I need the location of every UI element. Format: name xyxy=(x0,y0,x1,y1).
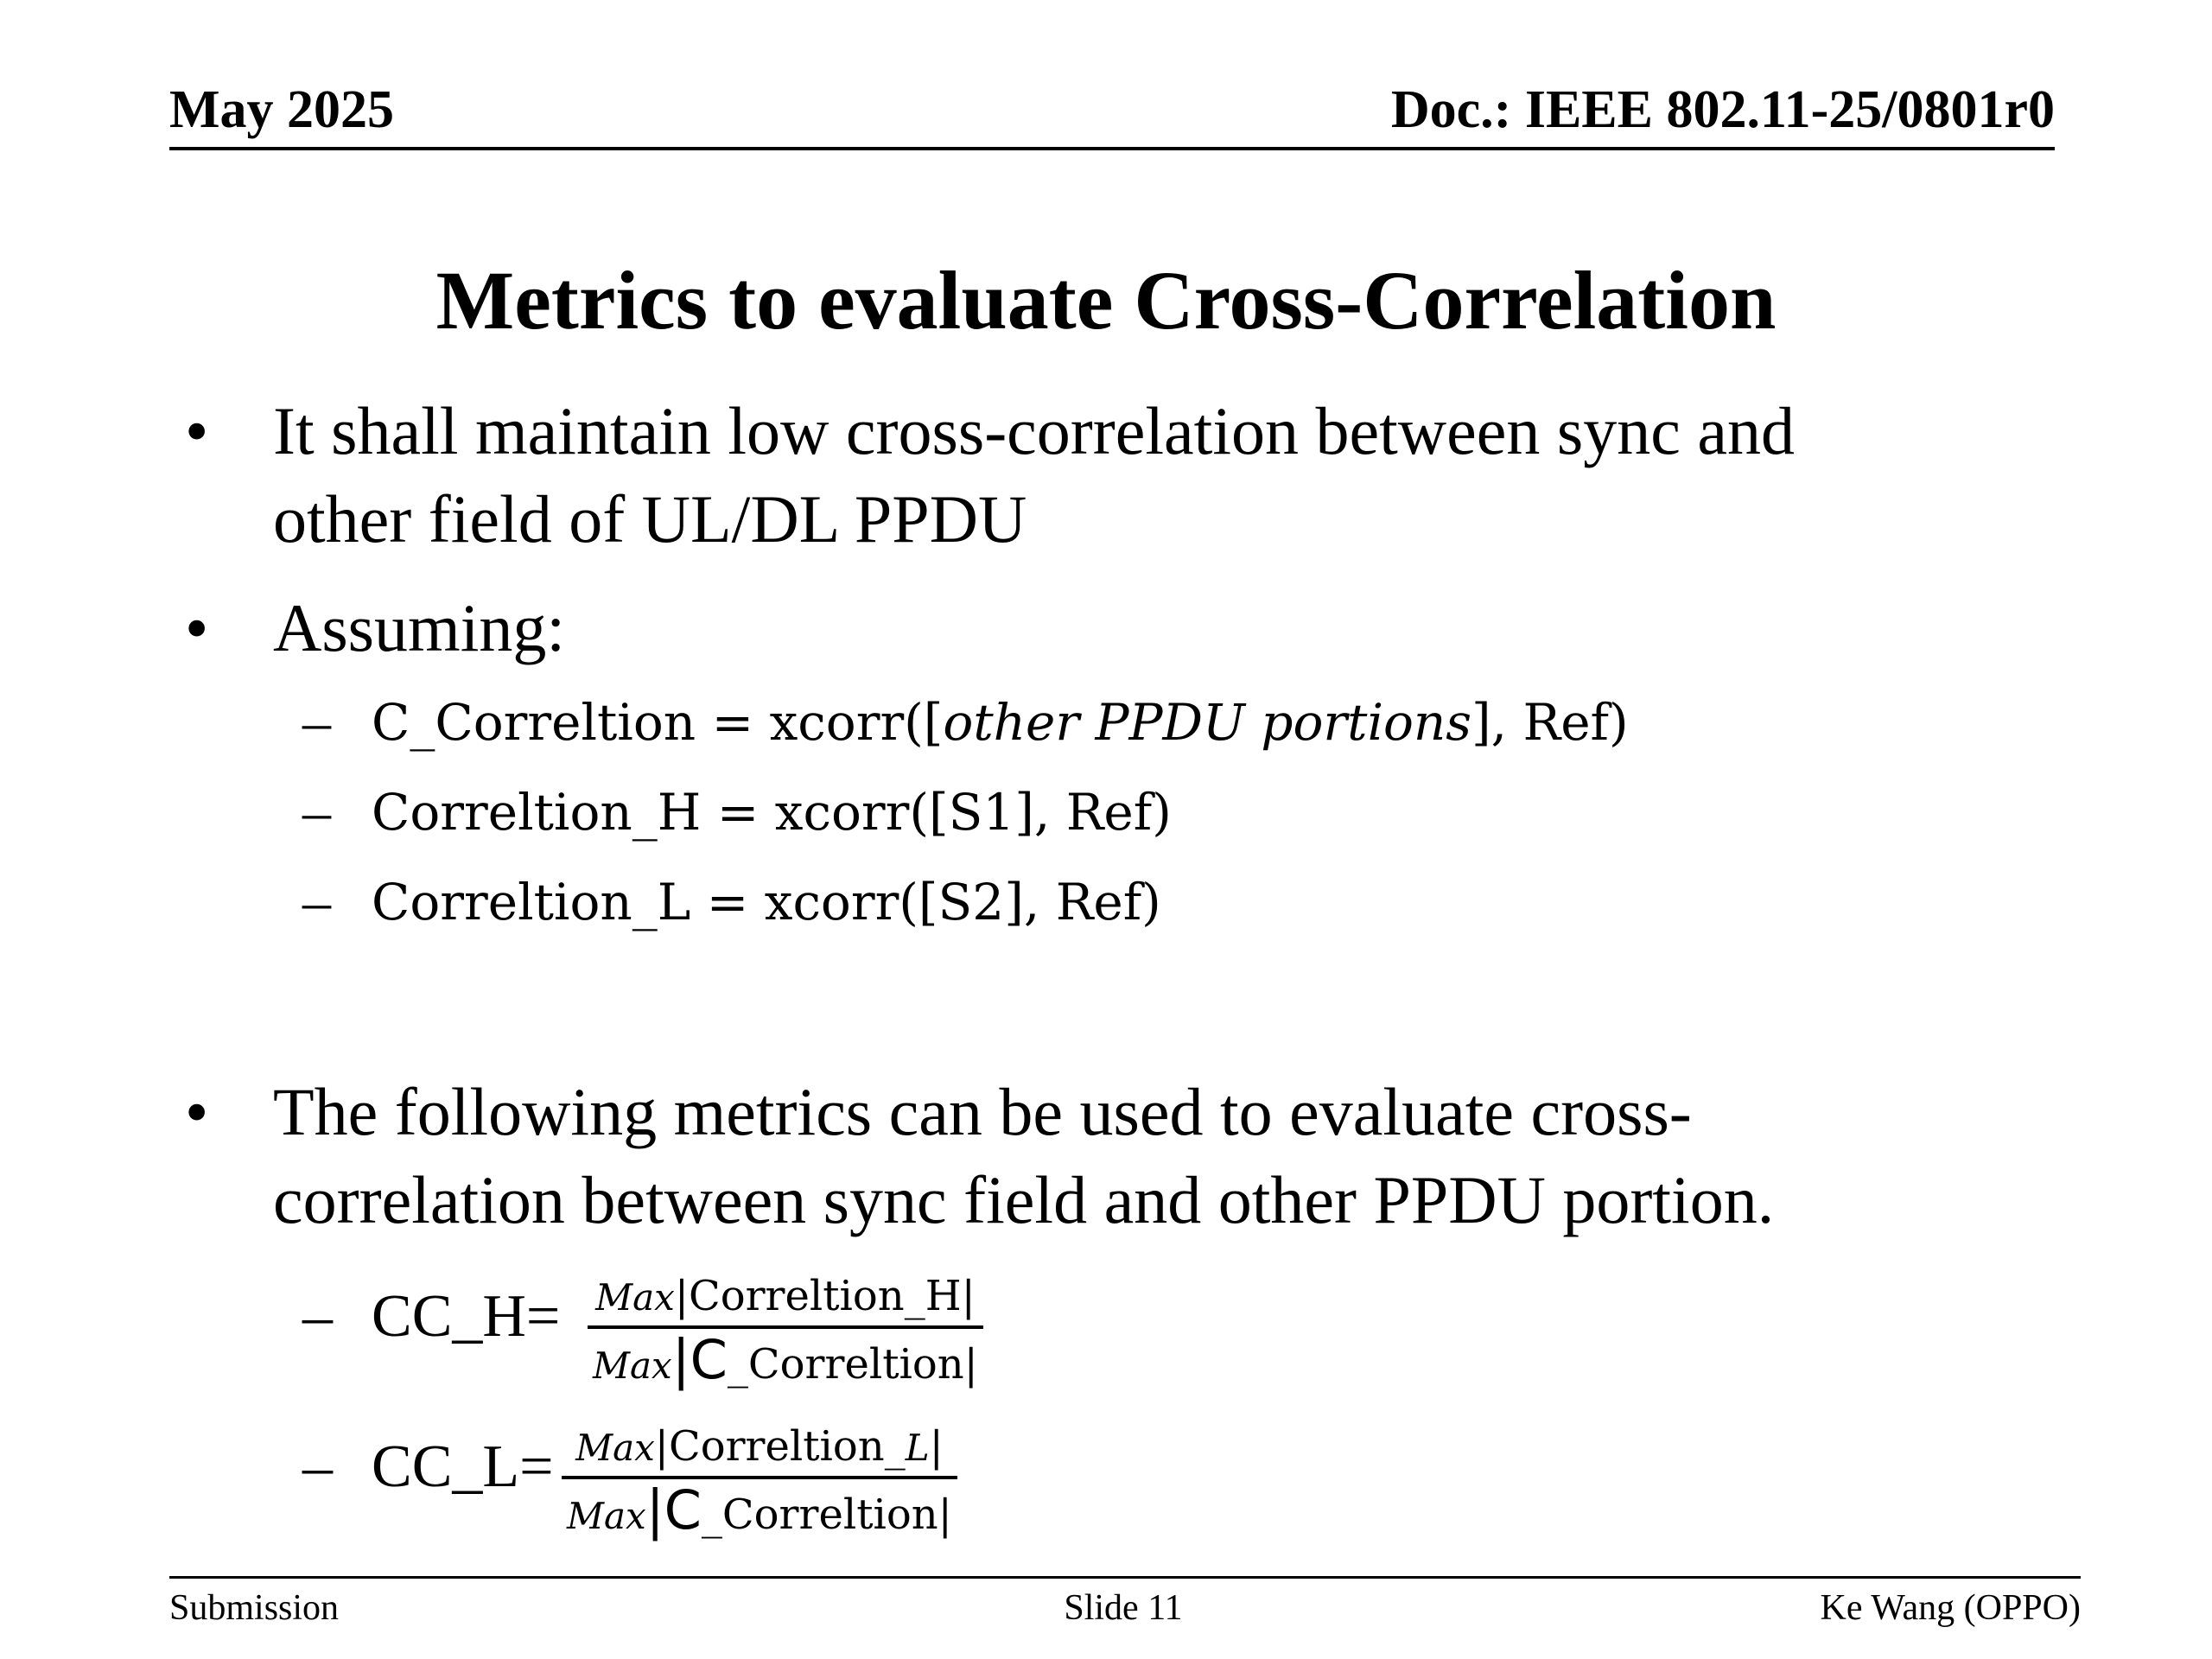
fraction-denominator xyxy=(562,1479,957,1548)
bullet-1-line-2: other field of UL/DL PPDU xyxy=(273,481,1027,556)
bullet-2-line-1: Assuming: xyxy=(273,590,566,665)
metric-cc-h-fraction xyxy=(588,1268,983,1397)
denominator-big-c: |C xyxy=(645,1478,702,1541)
slide-title: Metrics to evaluate Cross-Correlation xyxy=(435,254,1777,346)
sub-dash: – xyxy=(302,870,331,933)
sub-dash: – xyxy=(302,1433,333,1500)
numerator-italic-l: L xyxy=(905,1427,930,1469)
footer-slide-number: Slide 11 xyxy=(1064,1588,1183,1628)
max-operator: Max xyxy=(575,1427,655,1469)
footer-submission: Submission xyxy=(169,1588,340,1628)
assumption-2-formula: Correltion_H = xcorr([S1], Ref) xyxy=(372,783,1172,842)
footer-author: Ke Wang (OPPO) xyxy=(1820,1588,2081,1628)
bullet-3-line-1: The following metrics can be used to evaluate cross- xyxy=(273,1074,1692,1149)
numerator-text: |Correltion_ xyxy=(654,1422,906,1471)
assumption-3-formula: Correltion_L = xcorr([S2], Ref) xyxy=(372,873,1161,931)
formula-italic: other PPDU portions xyxy=(943,693,1472,752)
sub-dash: – xyxy=(302,780,331,843)
max-operator: Max xyxy=(567,1495,646,1537)
bullet-symbol: • xyxy=(185,1074,209,1149)
metric-cc-l-label: CC_L= xyxy=(372,1433,554,1500)
header-date: May 2025 xyxy=(169,80,395,139)
numerator-text: |Correltion_H| xyxy=(674,1272,976,1320)
header-divider xyxy=(169,147,2055,150)
metric-cc-h-label: CC_H= xyxy=(372,1283,561,1350)
sub-dash: – xyxy=(302,1283,333,1350)
denominator-text: _Correltion| xyxy=(727,1340,978,1389)
assumption-1-formula xyxy=(372,688,1629,757)
denominator-text: _Correltion| xyxy=(701,1491,952,1539)
max-operator: Max xyxy=(593,1344,672,1387)
denominator-big-c: |C xyxy=(671,1328,728,1391)
max-operator: Max xyxy=(595,1276,675,1319)
sub-dash: – xyxy=(302,690,331,753)
formula-rhs: ], Ref) xyxy=(1471,693,1629,752)
bullet-symbol: • xyxy=(185,590,209,665)
formula-lhs: C_Correltion = xcorr([ xyxy=(372,693,944,752)
header-doc-id: Doc.: IEEE 802.11-25/0801r0 xyxy=(1390,80,2055,139)
bullet-3-line-2: correlation between sync field and other PPDU portion. xyxy=(273,1162,1775,1237)
footer-divider xyxy=(169,1576,2081,1579)
metric-cc-l-fraction xyxy=(562,1419,957,1548)
bullet-1-line-1: It shall maintain low cross-correlation between sync and xyxy=(273,393,1795,468)
fraction-numerator xyxy=(588,1268,983,1325)
fraction-numerator xyxy=(562,1419,957,1476)
fraction-denominator xyxy=(588,1329,983,1397)
numerator-text-end: | xyxy=(929,1422,944,1471)
bullet-symbol: • xyxy=(185,393,209,468)
